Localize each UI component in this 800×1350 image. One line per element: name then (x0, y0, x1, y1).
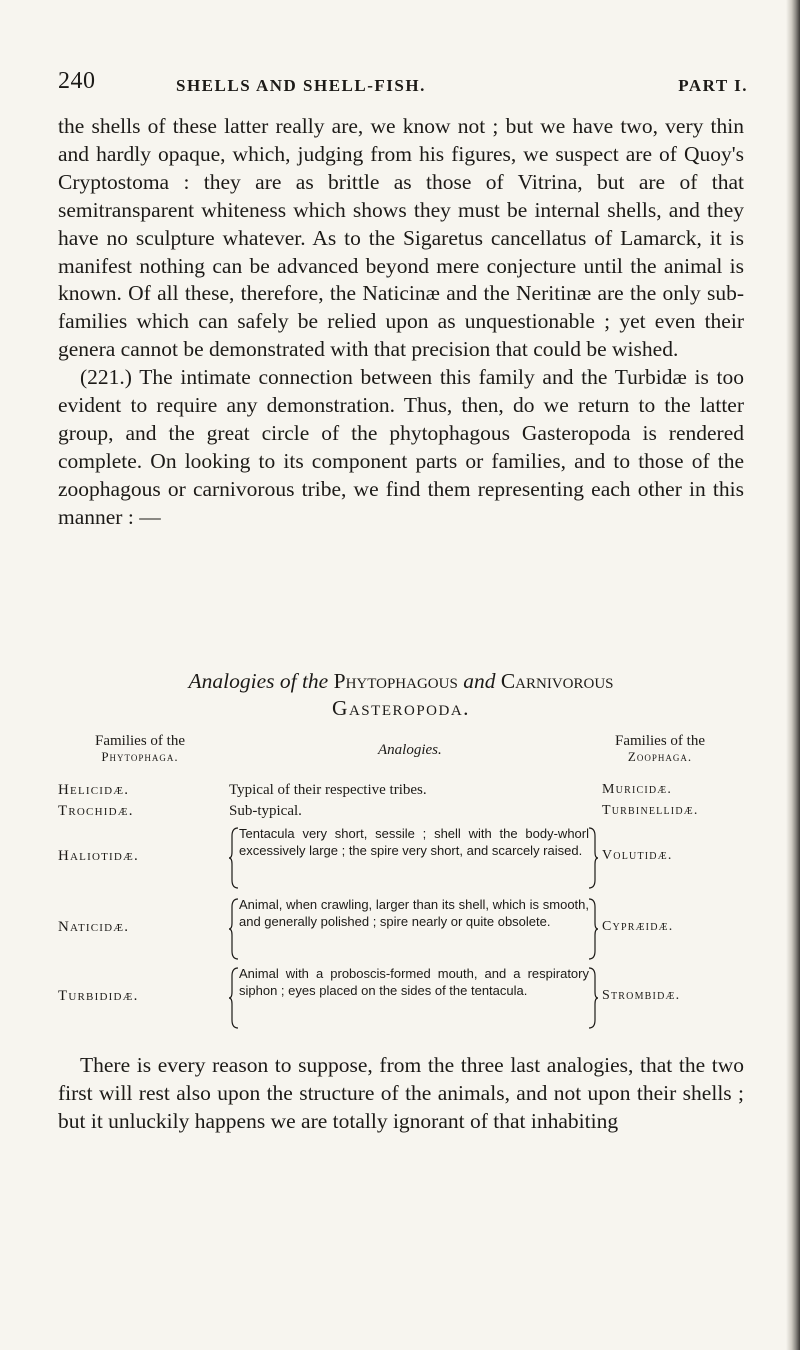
family-zoophaga: Turbinellidæ. (602, 803, 699, 818)
family-zoophaga: Volutidæ. (602, 848, 673, 863)
family-phytophaga: Naticidæ. (58, 919, 130, 935)
family-phytophaga: Helicidæ. (58, 782, 130, 798)
column-header-zoophaga (580, 733, 740, 765)
family-phytophaga: Turbididæ. (58, 988, 139, 1004)
paragraph: There is every reason to suppose, from the three last analogies, that the two first will rest also upon the structure of the animals, and not upon their shells ; but it unluckily happens we are totally ignorant of that inhabiting (58, 1053, 744, 1133)
analogy-text: Tentacula very short, sessile ; shell with the body-whorl excessively large ; the spire very short, and scarcely raised. (239, 826, 589, 858)
analogy-text: Animal, when crawling, larger than its shell, which is smooth, and generally polished ; spire nearly or quite obsolete. (239, 897, 589, 929)
paragraph: the shells of these latter really are, we know not ; but we have two, very thin and hardly opaque, which, judging from his figures, we suspect are of Quoy's Cryptostoma : they are as brittle as those of Vitrina, but are of that semitransparent whiteness which shows they must be internal shells, and they have no sculpture whatever. As to the Sigaretus cancellatus of Lamarck, it is manifest nothing can be advanced beyond mere conjecture until the animal is known. Of all these, therefore, the Naticinæ and the Neritinæ are the only sub-families which can safely be relied upon as unquestionable ; yet even their genera cannot be demonstrated with that precision that could be wished. (58, 114, 744, 362)
right-brace (588, 966, 598, 1030)
running-head (58, 68, 748, 102)
table-title (58, 668, 744, 722)
column-header-line: Zoophaga. (627, 749, 693, 764)
column-header-line: Families of the (615, 733, 705, 749)
paragraph: (221.) The intimate connection between this family and the Turbidæ is too evident to require any demonstration. Thus, then, do we return to the latter group, and the great circle of the phytophagous Gasteropoda is rendered complete. On looking to its component parts or families, and to those of the zoophagous or carnivorous tribe, we find them representing each other in this manner : — (58, 365, 744, 529)
column-header-line: Families of the (95, 733, 185, 749)
column-header-line: Phytophaga. (101, 749, 179, 764)
column-header-analogies: Analogies. (378, 742, 442, 758)
family-zoophaga: Muricidæ. (602, 782, 673, 797)
analogy-text: Typical of their respective tribes. (229, 782, 427, 798)
analogy-text: Sub-typical. (229, 803, 302, 819)
family-zoophaga: Strombidæ. (602, 988, 681, 1003)
column-header-phytophaga (60, 733, 220, 765)
part-label: PART I. (678, 76, 748, 95)
left-brace (229, 966, 239, 1030)
running-title: SHELLS AND SHELL-FISH. (176, 76, 426, 95)
table-title-part: Phytophagous (333, 669, 458, 693)
page-number: 240 (58, 68, 96, 94)
left-brace (229, 897, 239, 961)
analogy-text: Animal with a proboscis-formed mouth, and a respiratory siphon ; eyes placed on the sides of the tentacula. (239, 966, 589, 998)
body-text-bottom (58, 1052, 744, 1136)
table-title-part: and (463, 669, 496, 693)
family-zoophaga: Cypræidæ. (602, 919, 674, 934)
left-brace (229, 826, 239, 890)
body-text-top (58, 113, 744, 532)
table-title-part: Carnivorous (500, 669, 614, 693)
table-title-part: Analogies of the (188, 669, 329, 693)
page-edge-shadow (786, 0, 800, 1350)
table-title-line2: Gasteropoda. (331, 696, 471, 720)
family-phytophaga: Haliotidæ. (58, 848, 139, 864)
family-phytophaga: Trochidæ. (58, 803, 134, 819)
right-brace (588, 897, 598, 961)
right-brace (588, 826, 598, 890)
